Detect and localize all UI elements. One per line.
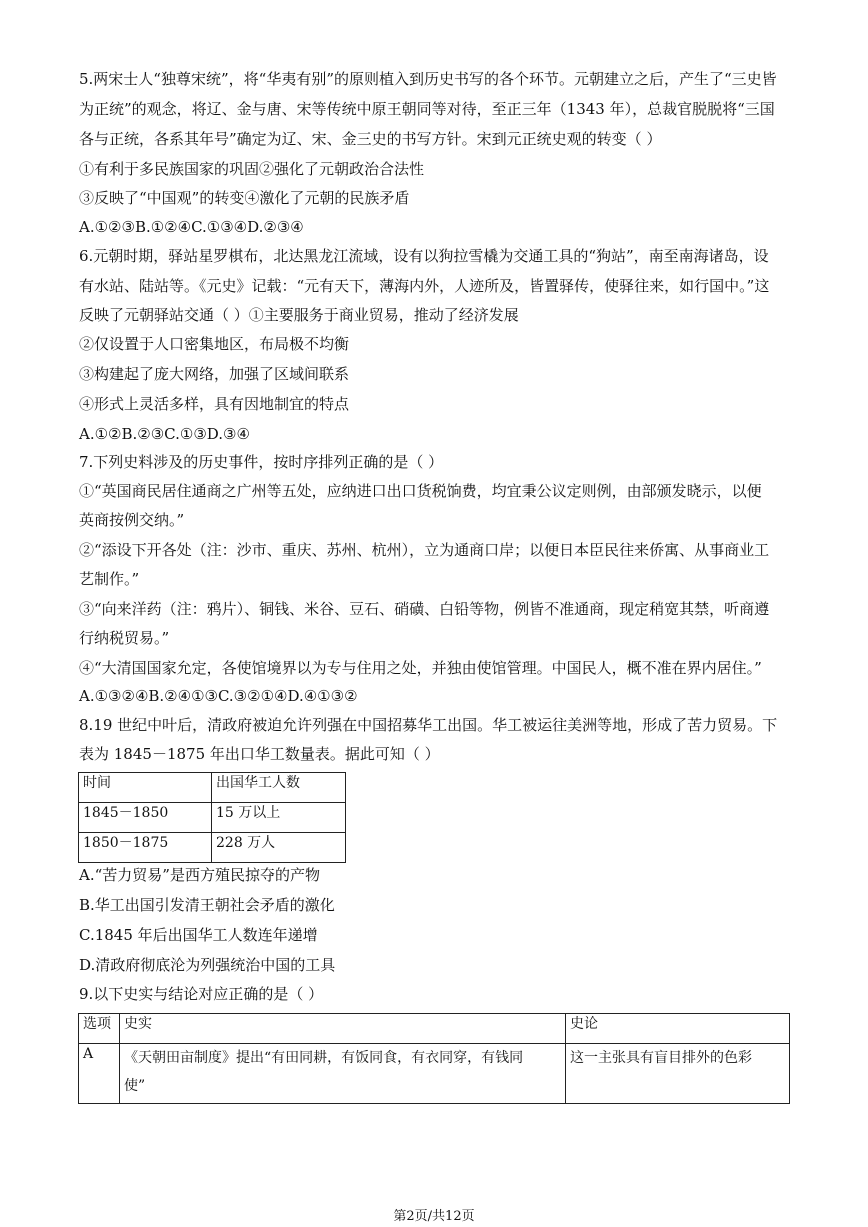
table-header-cell: 时间 <box>79 773 212 803</box>
table-header-row <box>79 1014 790 1044</box>
q5-stem-line-1: 5.两宋士人“独尊宋统”，将“华夷有别”的原则植入到历史书写的各个环节。元朝建立之后，产生了“三史皆 <box>79 70 777 88</box>
q8-option-b: B.华工出国引发清王朝社会矛盾的激化 <box>79 896 335 914</box>
page-footer: 第2页/共12页 <box>393 1209 475 1224</box>
q8-data-table <box>78 772 346 863</box>
q8-option-a: A.“苦力贸易”是西方殖民掠夺的产物 <box>79 866 320 884</box>
q5-choices: A.①②③B.①②④C.①③④D.②③④ <box>79 218 304 236</box>
q8-stem-line-1: 8.19 世纪中叶后，清政府被迫允许列强在中国招募华工出国。华工被运往美洲等地，形成了苦力贸易。下 <box>79 716 778 734</box>
table-header-cell: 出国华工人数 <box>212 773 346 803</box>
table-header-cell: 史论 <box>566 1014 790 1044</box>
q7-choices: A.①③②④B.②④①③C.③②①④D.④①③② <box>79 687 358 705</box>
q6-option-4: ④形式上灵活多样，具有因地制宜的特点 <box>79 395 350 413</box>
table-cell <box>120 1044 566 1104</box>
q9-data-table <box>78 1013 790 1104</box>
table-row <box>79 1044 790 1104</box>
q7-material-2-line-2: 艺制作。” <box>79 570 140 588</box>
q6-stem-line-2: 有水站、陆站等。《元史》记载：“元有天下，薄海内外，人迹所及，皆置驿传，使驿往来，如行国中。”这 <box>79 277 770 295</box>
table-cell: 这一主张具有盲目排外的色彩 <box>566 1044 790 1104</box>
q8-option-d: D.清政府彻底沦为列强统治中国的工具 <box>79 956 336 974</box>
table-cell: 15 万以上 <box>212 803 346 833</box>
q7-material-3-line-1: ③“向来洋药（注：鸦片）、铜钱、米谷、豆石、硝磺、白铅等物，例皆不准通商，现定稍宽其禁，听商遵 <box>79 600 770 618</box>
q9-stem: 9.以下史实与结论对应正确的是（ ） <box>79 985 324 1003</box>
q6-choices: A.①②B.②③C.①③D.③④ <box>79 425 250 443</box>
q7-material-3-line-2: 行纳税贸易。” <box>79 629 170 647</box>
q8-option-c: C.1845 年后出国华工人数连年递增 <box>79 926 318 944</box>
table-cell: 228 万人 <box>212 833 346 863</box>
table-cell: 1845－1850 <box>79 803 212 833</box>
q7-material-1-line-1: ①“英国商民居住通商之广州等五处，应纳进口出口货税饷费，均宜秉公议定则例，由部颁发晓示，以便 <box>79 482 762 500</box>
q7-material-1-line-2: 英商按例交纳。” <box>79 511 185 529</box>
q8-stem-line-2: 表为 1845－1875 年出口华工数量表。据此可知（ ） <box>79 745 440 763</box>
table-header-cell: 选项 <box>79 1014 120 1044</box>
fact-line-2: 使” <box>124 1078 146 1094</box>
table-header-cell: 史实 <box>120 1014 566 1044</box>
q6-stem-line-1: 6.元朝时期，驿站星罗棋布，北达黑龙江流域，设有以狗拉雪橇为交通工具的“狗站”，南至南海诸岛，设 <box>79 247 769 265</box>
q6-option-2: ②仅设置于人口密集地区，布局极不均衡 <box>79 335 350 353</box>
q6-stem-line-3: 反映了元朝驿站交通（ ）①主要服务于商业贸易，推动了经济发展 <box>79 306 519 324</box>
table-header-row <box>79 773 346 803</box>
q7-material-4: ④“大清国国家允定，各使馆境界以为专与住用之处，并独由使馆管理。中国民人，概不准在界内居住。” <box>79 659 762 677</box>
q7-stem: 7.下列史料涉及的历史事件，按时序排列正确的是（ ） <box>79 453 444 471</box>
q5-options-3-4: ③反映了“中国观”的转变④激化了元朝的民族矛盾 <box>79 189 410 207</box>
q6-option-3: ③构建起了庞大网络，加强了区域间联系 <box>79 365 350 383</box>
q5-stem-line-3: 各与正统，各系其年号”确定为辽、宋、金三史的书写方针。宋到元正统史观的转变（ ） <box>79 130 662 148</box>
q7-material-2-line-1: ②“添设下开各处（注：沙市、重庆、苏州、杭州），立为通商口岸；以便日本臣民往来侨寓、从事商业工 <box>79 541 770 559</box>
fact-line-1: 《天朝田亩制度》提出“有田同耕，有饭同食，有衣同穿，有钱同 <box>124 1050 524 1066</box>
table-cell: A <box>79 1044 120 1104</box>
table-row <box>79 833 346 863</box>
q5-options-1-2: ①有利于多民族国家的巩固②强化了元朝政治合法性 <box>79 160 425 178</box>
q5-stem-line-2: 为正统”的观念，将辽、金与唐、宋等传统中原王朝同等对待，至正三年（1343 年），总裁官脱脱将“三国 <box>79 100 775 118</box>
table-row <box>79 803 346 833</box>
table-cell: 1850－1875 <box>79 833 212 863</box>
